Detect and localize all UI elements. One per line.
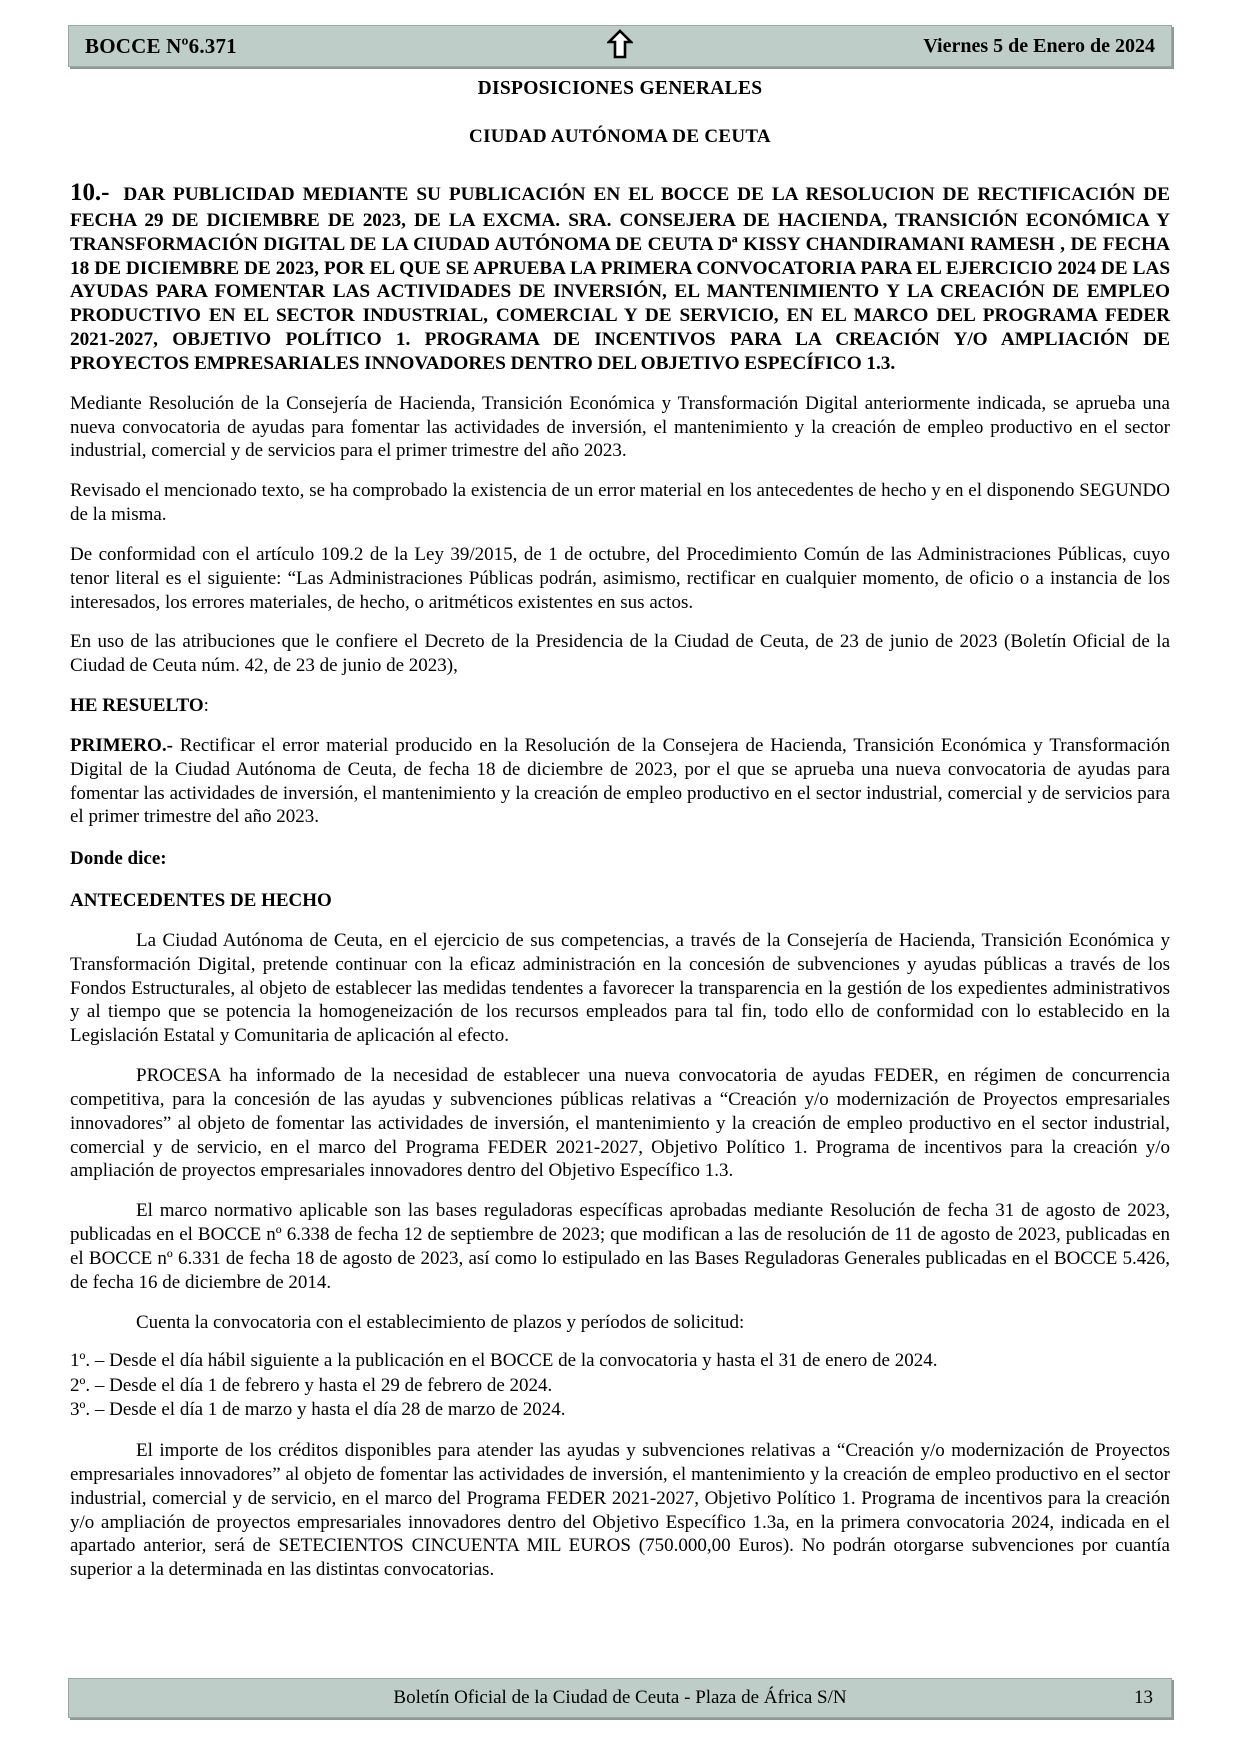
paragraph-antecedente-5: El importe de los créditos disponibles para atender las ayudas y subvenciones relativas a “Creación y/o modernización de Proyectos empresariales innovadores” al objeto de fomentar las actividades de inversión, el mantenimiento y la creación de empleo productivo en el sector industrial, comercial y de servicio, en el marco del Programa FEDER 2021-2027, Objetivo Político 1. Programa de incentivos para la creación y/o ampliación de proyectos empresariales innovadores dentro del Objetivo Específico 1.3a, en la primera convocatoria 2024, indicada en el apartado anterior, será de SETECIENTOS CINCUENTA MIL EUROS (750.000,00 Euros). No podrán otorgarse subvenciones por cuantía superior a la determinada en las distintas convocatorias. [70, 1439, 1170, 1581]
paragraph-antecedente-4: Cuenta la convocatoria con el establecimiento de plazos y períodos de solicitud: [136, 1311, 745, 1333]
primero-text: Rectificar el error material producido en la Resolución de la Consejera de Hacienda, Transición Económica y Transformación Digital de la Ciudad Autónoma de Ceuta, de fecha 18 de diciembre de 2023, por el que se aprueba una nueva convocatoria de ayudas para fomentar las actividades de inversión, el mantenimiento y la creación de empleo productivo en el sector industrial, comercial y de servicios para el primer trimestre del año 2023. [70, 734, 1170, 828]
he-resuelto-heading [70, 694, 1170, 718]
section-title-city: CIUDAD AUTÓNOMA DE CEUTA [469, 126, 771, 147]
paragraph-antecedente-3: El marco normativo aplicable son las bases reguladoras específicas aprobadas mediante Resolución de fecha 31 de agosto de 2023, publicadas en el BOCCE nº 6.338 de fecha 12 de septiembre de 2023; que modifican a las de resolución de 11 de agosto de 2023, publicadas en el BOCCE nº 6.331 de fecha 18 de agosto de 2023, así como lo estipulado en las Bases Reguladoras Generales publicadas en el BOCCE 5.426, de fecha 16 de diciembre de 2014. [70, 1200, 1170, 1293]
page-footer [68, 1678, 1172, 1718]
he-resuelto-colon: : [203, 695, 209, 717]
list-item: 2º. – Desde el día 1 de febrero y hasta el 29 de febrero de 2024. [70, 1374, 553, 1396]
antecedentes-heading: ANTECEDENTES DE HECHO [70, 890, 332, 912]
item-number: 10.- [70, 179, 110, 206]
footer-label: Boletín Oficial de la Ciudad de Ceuta - Plaza de África S/N [393, 1687, 847, 1708]
paragraph-primero [70, 734, 1170, 829]
paragraph-resolution-intro: Mediante Resolución de la Consejería de Hacienda, Transición Económica y Transformación Digital anteriormente indicada, se aprueba una nueva convocatoria de ayudas para fomentar las actividades de inversión, el mantenimiento y la creación de empleo productivo en el sector industrial, comercial y de servicios para el primer trimestre del año 2023. [70, 392, 1170, 462]
page-number: 13 [1134, 1687, 1153, 1708]
paragraph-error-detected: Revisado el mencionado texto, se ha comprobado la existencia de un error material en los antecedentes de hecho y en el disponendo SEGUNDO de la misma. [70, 480, 1170, 526]
list-item: 1º. – Desde el día hábil siguiente a la publicación en el BOCCE de la convocatoria y hasta el 31 de enero de 2024. [70, 1350, 938, 1372]
publication-date: Viernes 5 de Enero de 2024 [923, 34, 1155, 57]
plazos-list [70, 1349, 1170, 1423]
section-title-general-provisions: DISPOSICIONES GENERALES [477, 78, 763, 99]
paragraph-powers: En uso de las atribuciones que le confiere el Decreto de la Presidencia de la Ciudad de Ceuta, de 23 de junio de 2023 (Boletín Oficial de la Ciudad de Ceuta núm. 42, de 23 de junio de 2023), [70, 631, 1170, 677]
up-arrow-icon [607, 29, 633, 63]
document-body [70, 78, 1170, 1582]
headline-text: DAR PUBLICIDAD MEDIANTE SU PUBLICACIÓN EN EL BOCCE DE LA RESOLUCION DE RECTIFICACIÓN DE FECHA 29 DE DICIEMBRE DE 2023, DE LA EXCMA. SRA. CONSEJERA DE HACIENDA, TRANSICIÓN ECONÓMICA Y TRANSFORMACIÓN DIGITAL DE LA CIUDAD AUTÓNOMA DE CEUTA Dª KISSY CHANDIRAMANI RAMESH , DE FECHA 18 DE DICIEMBRE DE 2023, POR EL QUE SE APRUEBA LA PRIMERA CONVOCATORIA PARA EL EJERCICIO 2024 DE LAS AYUDAS PARA FOMENTAR LAS ACTIVIDADES DE INVERSIÓN, EL MANTENIMIENTO Y LA CREACIÓN DE EMPLEO PRODUCTIVO EN EL SECTOR INDUSTRIAL, COMERCIAL Y DE SERVICIO, EN EL MARCO DEL PROGRAMA FEDER 2021-2027, OBJETIVO POLÍTICO 1. PROGRAMA DE INCENTIVOS PARA LA CREACIÓN Y/O AMPLIACIÓN DE PROYECTOS EMPRESARIALES INNOVADORES DENTRO DEL OBJETIVO ESPECÍFICO 1.3. [70, 184, 1170, 374]
primero-label: PRIMERO.- [70, 734, 173, 756]
he-resuelto-label: HE RESUELTO [70, 695, 204, 717]
donde-dice-heading: Donde dice: [70, 848, 167, 870]
paragraph-antecedente-2: PROCESA ha informado de la necesidad de establecer una nueva convocatoria de ayudas FEDER, en régimen de concurrencia competitiva, para la concesión de las ayudas y subvenciones públicas relativas a “Creación y/o modernización de Proyectos empresariales innovadores” al objeto de fomentar las actividades de inversión, el mantenimiento y la creación de empleo productivo en el sector industrial, comercial y de servicio, en el marco del Programa FEDER 2021-2027, Objetivo Político 1. Programa de incentivos para la creación y/o ampliación de proyectos empresariales innovadores dentro del Objetivo Específico 1.3. [70, 1065, 1170, 1182]
bulletin-number: BOCCE Nº6.371 [85, 33, 237, 58]
paragraph-legal-basis: De conformidad con el artículo 109.2 de la Ley 39/2015, de 1 de octubre, del Procedimiento Común de las Administraciones Públicas, cuyo tenor literal es el siguiente: “Las Administraciones Públicas podrán, asimismo, rectificar en cualquier momento, de oficio o a instancia de los interesados, los errores materiales, de hecho, o aritméticos existentes en sus actos. [70, 543, 1170, 613]
list-item: 3º. – Desde el día 1 de marzo y hasta el día 28 de marzo de 2024. [70, 1399, 566, 1421]
page-header [68, 25, 1172, 67]
headline-block [70, 178, 1170, 376]
paragraph-antecedente-1: La Ciudad Autónoma de Ceuta, en el ejercicio de sus competencias, a través de la Consejería de Hacienda, Transición Económica y Transformación Digital, pretende continuar con la eficaz administración en la concesión de subvenciones y ayudas públicas a través de los Fondos Estructurales, al objeto de establecer las medidas tendentes a favorecer la transparencia en la gestión de los expedientes administrativos y al tiempo que se potencia la homogeneización de los recursos empleados para tal fin, todo ello de conformidad con lo establecido en la Legislación Estatal y Comunitaria de aplicación al efecto. [70, 929, 1170, 1047]
